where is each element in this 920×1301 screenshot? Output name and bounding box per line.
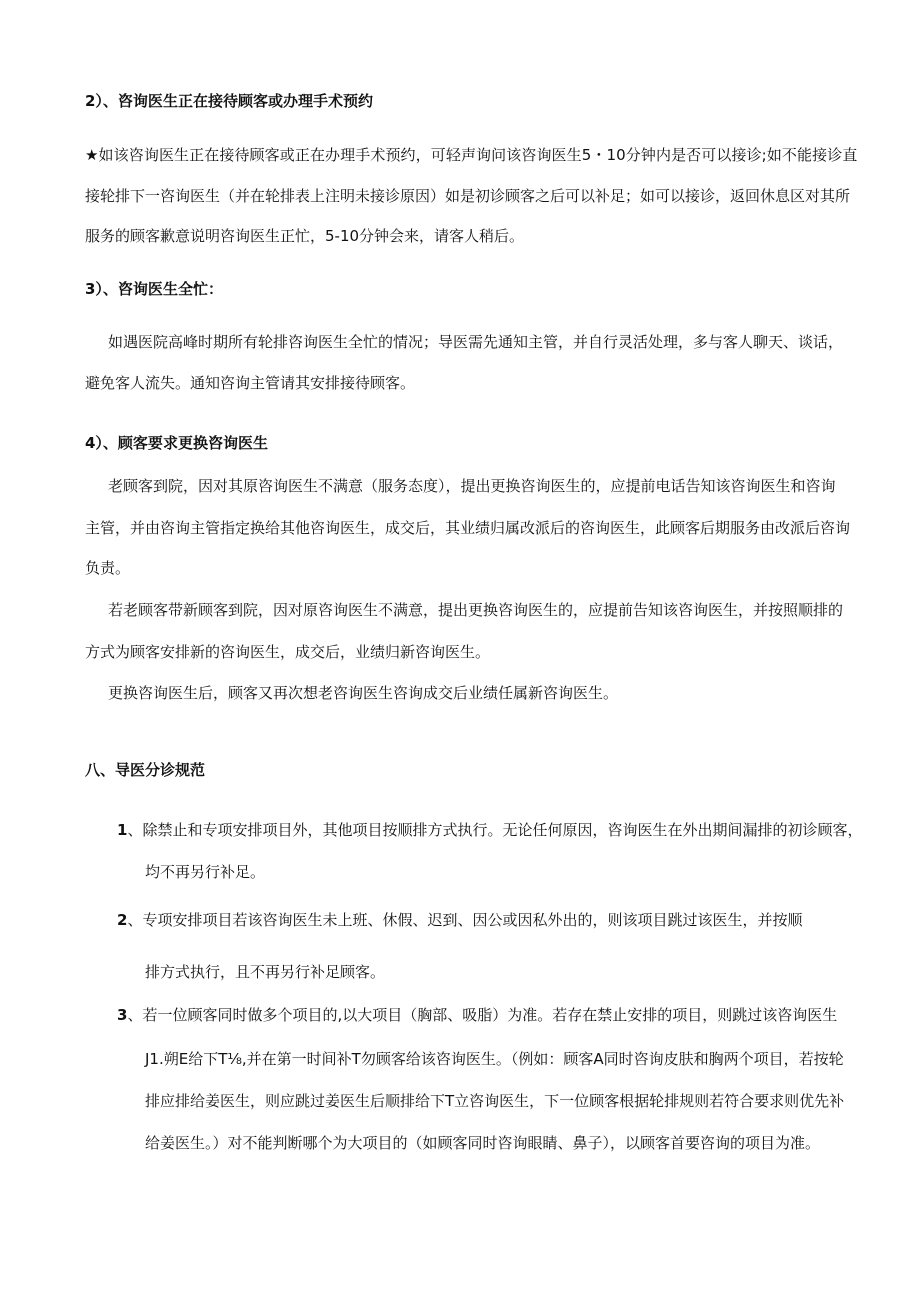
item-text: 、除禁止和专项安排项目外，其他项目按顺排方式执行。无论任何原因，咨询医生在外出期间漏排的初诊顾客，	[127, 821, 863, 839]
section-8-item-3-line-2: J1.朔E给下T⅛,并在第一时间补T勿顾客给该咨询医生。（例如：顾客A同时咨询皮肤和胸两个项目，若按轮	[145, 1050, 844, 1068]
section-3-line-2: 避免客人流失。通知咨询主管请其安排接待顾客。	[85, 374, 416, 392]
section-8-item-1-cont: 均不再另行补足。	[145, 863, 266, 881]
section-8-heading: 八、导医分诊规范	[85, 761, 206, 779]
section-3-line-1: 如遇医院高峰时期所有轮排咨询医生全忙的情况；导医需先通知主管，并自行灵活处理，多与客人聊天、谈话，	[108, 333, 844, 351]
item-number: 2	[117, 911, 128, 929]
section-2-line-2: 接轮排下一咨询医生（并在轮排表上注明未接诊原因）如是初诊顾客之后可以补足；如可以接诊，返回休息区对其所	[85, 187, 851, 205]
item-text: 、专项安排项目若该咨询医生未上班、休假、迟到、因公或因私外出的，则该项目跳过该医生，并按顺	[127, 911, 803, 929]
section-2-heading: 2）、咨询医生正在接待顾客或办理手术预约	[85, 92, 373, 110]
section-8-item-3-line-4: 给姜医生。）对不能判断哪个为大项目的（如顾客同时咨询眼睛、鼻子），以顾客首要咨询的项目为准。	[145, 1134, 821, 1152]
section-2-line-1: ★如该咨询医生正在接待顾客或正在办理手术预约，可轻声询问该咨询医生5・10分钟内是否可以接诊;如不能接诊直	[85, 146, 858, 164]
item-text: 、若一位顾客同时做多个项目的,以大项目（胸部、吸脂）为准。若存在禁止安排的项目，则跳过该咨询医生	[127, 1006, 838, 1024]
section-8-item-2	[117, 910, 802, 930]
section-4-line-1: 老顾客到院，因对其原咨询医生不满意（服务态度），提出更换咨询医生的，应提前电话告知该咨询医生和咨询	[108, 477, 836, 495]
section-4-line-4: 若老顾客带新顾客到院，因对原咨询医生不满意，提出更换咨询医生的，应提前告知该咨询医生，并按照顺排的	[108, 601, 844, 619]
section-4-heading: 4）、顾客要求更换咨询医生	[85, 434, 268, 452]
section-2-line-3: 服务的顾客歉意说明咨询医生正忙，5-10分钟会来，请客人稍后。	[85, 227, 525, 245]
section-4-line-5: 方式为顾客安排新的咨询医生，成交后，业绩归新咨询医生。	[85, 643, 491, 661]
item-number: 3	[117, 1006, 128, 1024]
section-4-line-3: 负责。	[85, 559, 131, 577]
section-8-item-3-line-3: 排应排给姜医生，则应跳过姜医生后顺排给下T立咨询医生，下一位顾客根据轮排规则若符合要求则优先补	[145, 1092, 845, 1110]
section-8-item-1	[117, 820, 862, 840]
section-3-heading: 3）、咨询医生全忙：	[85, 280, 223, 298]
section-8-item-3	[117, 1005, 837, 1025]
section-8-item-2-cont: 排方式执行，且不再另行补足顾客。	[145, 963, 386, 981]
section-4-line-2: 主管，并由咨询主管指定换给其他咨询医生，成交后，其业绩归属改派后的咨询医生，此顾客后期服务由改派后咨询	[85, 519, 851, 537]
section-4-line-6: 更换咨询医生后，顾客又再次想老咨询医生咨询成交后业绩任属新咨询医生。	[108, 684, 619, 702]
item-number: 1	[117, 821, 128, 839]
